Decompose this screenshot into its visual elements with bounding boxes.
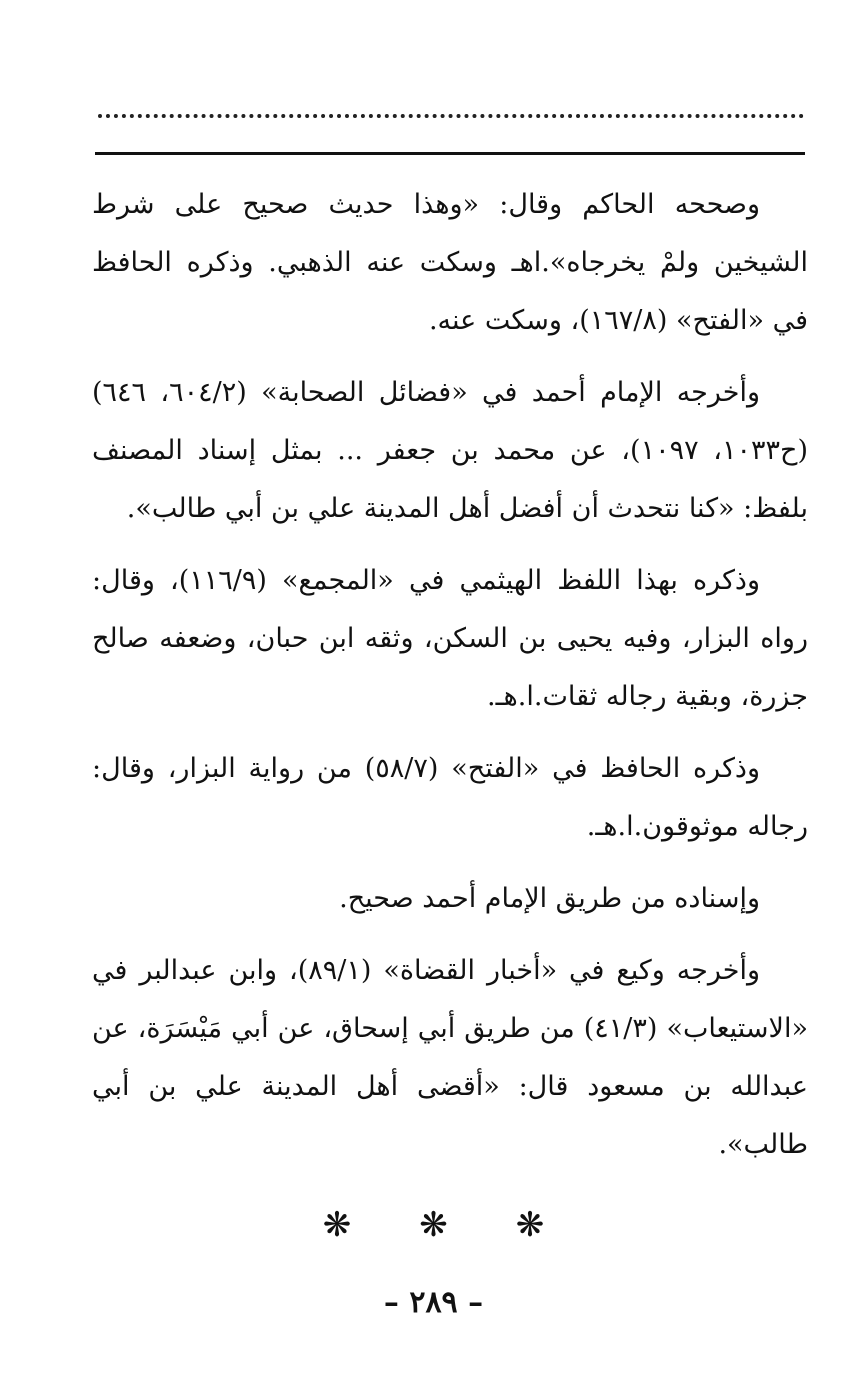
paragraph-hakim: وصححه الحاكم وقال: «وهذا حديث صحيح على شرط الشيخين ولمْ يخرجاه».اهـ وسكت عنه الذهبي. وذكره الحافظ في «الفتح» (١٦٧/٨)، وسكت عنه. <box>92 189 808 336</box>
header-rule <box>95 152 805 155</box>
star-icon: ❋ <box>322 1205 352 1245</box>
page-body <box>92 176 808 1188</box>
section-separator-stars <box>0 1205 867 1245</box>
page-number: – ٢٨٩ – <box>383 1285 484 1320</box>
paragraph-waki: وأخرجه وكيع في «أخبار القضاة» (٨٩/١)، وابن عبدالبر في «الاستيعاب» (٤١/٣) من طريق أبي إسحاق، عن أبي مَيْسَرَة، عن عبدالله بن مسعود قال: «أقضى أهل المدينة علي بن أبي طالب». <box>92 955 808 1160</box>
paragraph-hafiz-fath: وذكره الحافظ في «الفتح» (٥٨/٧) من رواية البزار، وقال: رجاله موثوقون.ا.هـ. <box>92 753 808 842</box>
paragraph-isnad: وإسناده من طريق الإمام أحمد صحيح. <box>339 883 760 914</box>
dotted-separator-line <box>98 114 804 118</box>
paragraph-ahmad: وأخرجه الإمام أحمد في «فضائل الصحابة» (٦٠٤/٢، ٦٤٦) (ح١٠٣٣، ١٠٩٧)، عن محمد بن جعفر ... بمثل إسناد المصنف بلفظ: «كنا نتحدث أن أفضل أهل المدينة علي بن أبي طالب». <box>92 377 809 524</box>
star-icon: ❋ <box>419 1205 448 1245</box>
paragraph-haythami: وذكره بهذا اللفظ الهيثمي في «المجمع» (١١٦/٩)، وقال: رواه البزار، وفيه يحيى بن السكن، وثقه ابن حبان، وضعفه صالح جزرة، وبقية رجاله ثقات.ا.هـ. <box>92 565 808 712</box>
star-icon: ❋ <box>515 1205 545 1245</box>
